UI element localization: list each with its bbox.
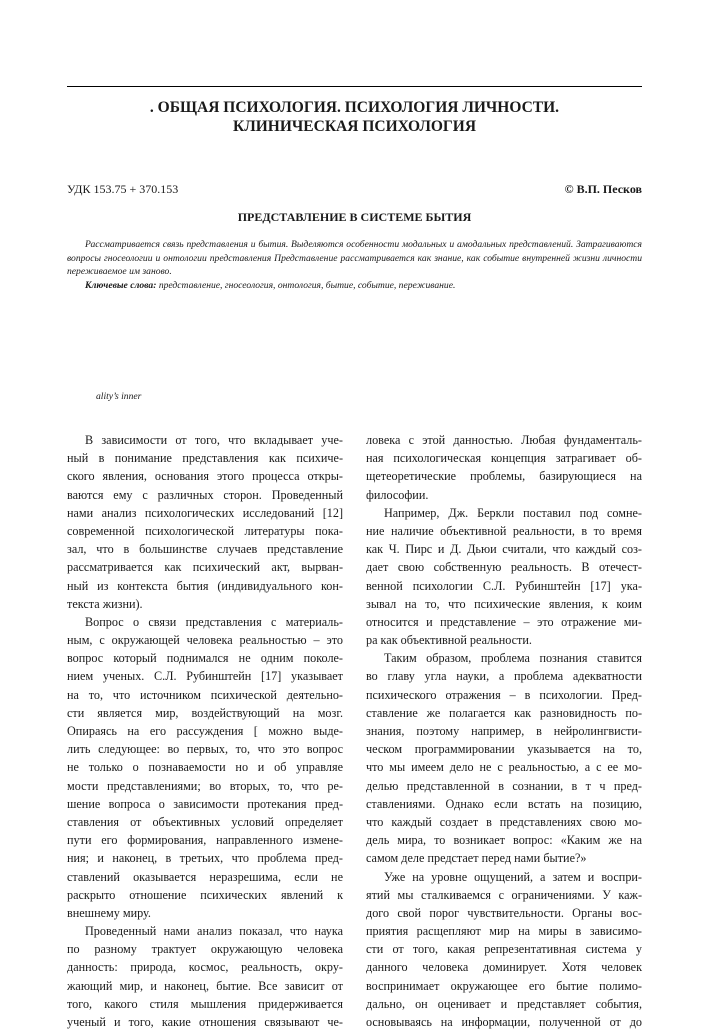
body-line: сти от того, какая репрезентативная система у: [366, 942, 642, 957]
body-column-right: [366, 431, 642, 1031]
keywords-list: представление, гносеология, онтология, бытие, событие, переживание.: [158, 279, 456, 291]
body-line: ставлений оказывается неразрешима, если не: [67, 869, 343, 884]
body-line: ставлениями. Однако если встать на позицию,: [366, 796, 642, 811]
keywords: [67, 279, 642, 293]
author: © В.П. Песков: [564, 182, 642, 196]
body-line: ставление же полагается как разновидность по-: [366, 705, 642, 720]
body-line: ставления от объективных условий определяет: [67, 814, 343, 829]
body-line: ского явления, основания этого процесса откры-: [67, 469, 343, 484]
body-line: ная психологическая концепция затрагивает об-: [366, 451, 642, 466]
body-line: как Ч. Пирс и Д. Дьюи считали, что каждый соз-: [366, 542, 642, 557]
body-line: не только о познаваемости но и об управляе: [67, 760, 343, 775]
body-line: основываясь на информации, полученной от до: [366, 1015, 642, 1029]
body-line: Вопрос о связи представления с материаль-: [85, 614, 343, 629]
body-line: ным, с окружающей человека реальностью – это: [67, 633, 343, 648]
body-line: ра как объективной реальности.: [366, 633, 532, 648]
text-fragment: ality’s inner: [96, 391, 142, 402]
body-line: того, какого стиля мышления придерживается: [67, 996, 343, 1011]
body-line: рассматривается как психический акт, вырван-: [67, 560, 343, 575]
body-line: вопрос который поднимался не одним поколе-: [67, 651, 343, 666]
body-line: раскрыто отношение психических явлений к: [67, 887, 343, 902]
article-title: ПРЕДСТАВЛЕНИЕ В СИСТЕМЕ БЫТИЯ: [237, 210, 472, 224]
body-line: дель мира, то возникает вопрос: «Каким же на: [366, 833, 642, 848]
body-line: Опираясь на его рассуждения [ можно выде-: [67, 724, 343, 738]
udc-code: УДК 153.75 + 370.153: [67, 182, 179, 196]
body-line: дого свой порог чувствительности. Органы вос-: [366, 905, 642, 920]
abstract-text: Рассматривается связь представления и бытия. Выделяются особенности модальных и амодальных представлений. Затрагиваются вопросы гносеологии и онтологии представления Представление рассматривается как знание, как событие внутренней жизни личности переживаемое им заново.: [67, 239, 642, 278]
body-line: текста жизни).: [67, 596, 143, 611]
body-line: внешнему миру.: [67, 905, 151, 920]
body-line: ческом программировании указывается на то,: [366, 742, 642, 757]
section-heading-line: КЛИНИЧЕСКАЯ ПСИХОЛОГИЯ: [232, 118, 477, 135]
body-line: ный из контекста бытия (индивидуального кон-: [67, 578, 343, 593]
body-line: данного человека доминирует. Хотя человек: [366, 960, 642, 975]
body-line: самом деле предстает перед нами бытие?»: [366, 851, 587, 866]
body-line: сти является мир, воздействующий на мозг.: [67, 705, 343, 720]
body-line: философии.: [366, 487, 429, 502]
body-line: по разному трактует окружающую человека: [67, 942, 343, 957]
section-heading: [60, 98, 649, 136]
body-line: пути его формирования, направленного измене-: [67, 833, 343, 848]
section-heading-line: . ОБЩАЯ ПСИХОЛОГИЯ. ПСИХОЛОГИЯ ЛИЧНОСТИ.: [149, 99, 560, 116]
body-line: современной психологической литературы пока-: [67, 523, 343, 538]
body-line: шение вопроса о зависимости протекания пред-: [67, 796, 343, 811]
body-line: В зависимости от того, что вкладывает уче-: [85, 433, 343, 447]
body-line: воспринимает окружающее его бытие полимо-: [366, 978, 642, 993]
body-line: ловека с этой данностью. Любая фундаменталь-: [366, 433, 642, 447]
body-line: Проведенный нами анализ показал, что наука: [85, 924, 343, 939]
body-line: на то, что источником психической деятельно-: [67, 687, 343, 702]
body-line: что мы имеем дело не с реальностью, а с ее мо-: [366, 760, 642, 775]
top-rule: [67, 86, 642, 87]
body-line: венной психологии С.Л. Рубинштейн [17] ука-: [366, 578, 642, 593]
body-line: психического отражения – в психологии. Пред-: [366, 687, 642, 702]
body-line: ваются ему с различных сторон. Проведенный: [67, 487, 343, 502]
body-line: во главу угла науки, а проблема адекватности: [366, 669, 642, 684]
body-line: ния; и наконец, в третьих, что проблема пред-: [67, 851, 343, 866]
body-line: нами анализ психологических исследований [12]: [67, 505, 343, 520]
body-line: зал, что в большинстве случаев представление: [67, 542, 343, 557]
body-line: дально, он оценивает и представляет события,: [366, 996, 642, 1011]
body-line: лить следующее: во первых, то, что это вопрос: [67, 742, 343, 757]
body-line: ученый и того, какие отношения связывают че-: [67, 1015, 343, 1029]
keywords-label: Ключевые слова:: [85, 279, 157, 291]
body-line: знания, поэтому например, в нейролингвисти-: [366, 724, 642, 738]
body-line: ный в понимание представления как психиче-: [67, 451, 343, 466]
body-line: Например, Дж. Беркли поставил под сомне-: [384, 505, 642, 520]
body-line: щетеоретические проблемы, базирующиеся на: [366, 469, 642, 484]
body-line: что каждый создает в представлениях свою мо-: [366, 814, 642, 829]
body-line: дает свою собственную реальность. В отечест-: [366, 560, 642, 575]
body-column-left: [67, 431, 343, 1031]
abstract: [67, 238, 642, 292]
body-line: мости представлениями; во вторых, то, что ре-: [67, 778, 343, 793]
body-line: жающий мир, и наконец, бытие. Все зависит от: [67, 978, 343, 993]
body-line: данность: природа, космос, реальность, окру-: [67, 960, 343, 975]
body-line: ние наличие объективной реальности, в то время: [366, 523, 642, 538]
body-line: Уже на уровне ощущений, а затем и воспри-: [384, 869, 642, 884]
body-line: относится и представление – это отражение ми-: [366, 614, 642, 629]
body-line: Таким образом, проблема познания ставится: [384, 651, 642, 666]
body-line: ятий мы сталкиваемся с ограничениями. У каж-: [366, 887, 642, 902]
body-line: нием ученых. С.Л. Рубинштейн [17] указывает: [67, 669, 343, 684]
body-line: зывал на то, что психические явления, к коим: [366, 596, 642, 611]
body-line: приятия расщепляют мир на миры в зависимо-: [366, 924, 642, 939]
body-line: делью представленной в сознании, в т ч пред-: [366, 778, 642, 793]
